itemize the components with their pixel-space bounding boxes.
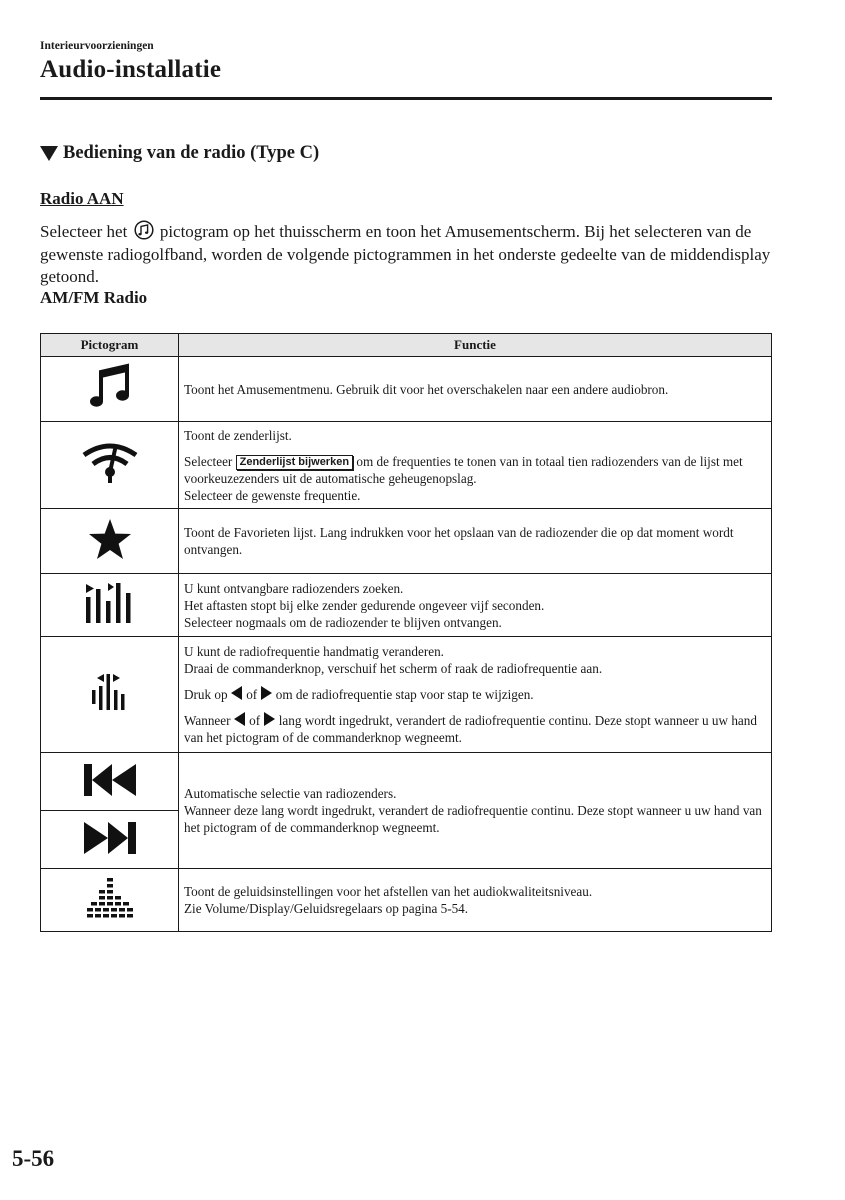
icon-cell <box>41 357 179 422</box>
function-text: Draai de commanderknop, verschuif het scherm of raak de radiofrequentie aan. <box>184 661 603 676</box>
table-row <box>41 574 772 637</box>
seek-back-icon <box>82 762 138 798</box>
band-label: AM/FM Radio <box>40 288 148 307</box>
scan-icon <box>84 581 136 625</box>
tune-up-arrow-icon <box>260 686 272 700</box>
function-cell <box>179 509 772 574</box>
function-text-part: of <box>246 687 258 702</box>
function-text-part: om de radiofrequentie stap voor stap te wijzigen. <box>275 687 534 702</box>
function-cell <box>179 753 772 869</box>
table-row <box>41 637 772 753</box>
function-text: Toont de Favorieten lijst. Lang indrukken voor het opslaan van de radiozender die op dat moment wordt ontvangen. <box>184 525 734 557</box>
function-text: Selecteer de gewenste frequentie. <box>184 487 361 503</box>
function-cell <box>179 869 772 932</box>
function-text-part: Druk op <box>184 687 228 702</box>
function-text-part: lang wordt ingedrukt, verandert de radiofrequentie continu. Deze stopt wanneer u uw hand van het pictogram of de commanderknop wegneemt. <box>184 713 757 745</box>
triangle-bullet-icon <box>40 146 58 161</box>
function-cell <box>179 574 772 637</box>
music-note-icon <box>134 220 154 240</box>
function-text: Zie Volume/Display/Geluidsregelaars op pagina 5-54. <box>184 901 469 916</box>
icon-cell <box>41 811 179 869</box>
function-cell <box>179 637 772 753</box>
header-pictogram: Pictogram <box>41 334 179 357</box>
subheading-radio-on: Radio AAN <box>40 189 124 208</box>
seek-forward-icon <box>82 820 138 856</box>
function-text: Toont het Amusementmenu. Gebruik dit voor het overschakelen naar een andere audiobron. <box>184 381 669 397</box>
table-row <box>41 357 772 422</box>
function-text: Wanneer deze lang wordt ingedrukt, verandert de radiofrequentie continu. Deze stopt wanneer u uw hand van het pictogram of de commanderknop wegneemt. <box>184 803 762 835</box>
station-list-icon <box>80 441 140 485</box>
function-text-part: Wanneer <box>184 713 231 728</box>
section-heading-text: Bediening van de radio (Type C) <box>63 143 320 163</box>
intro-text-rest: pictogram op het thuisscherm en toon het Amusementscherm. Bij het selecteren van de gewenste radiogolfband, worden de volgende pictogrammen in het onderste gedeelte van de middendisplay getoond. <box>40 222 771 286</box>
function-table <box>40 333 772 932</box>
function-cell <box>179 357 772 422</box>
table-row <box>41 509 772 574</box>
function-text-part: om de frequenties te tonen van in totaal tien radiozenders van de lijst met voorkeuzezenders uit de automatische geheugenopslag. <box>184 453 743 486</box>
table-row <box>41 753 772 811</box>
music-note-icon <box>88 363 132 411</box>
page-title: Audio-installatie <box>40 56 222 83</box>
function-text: Automatische selectie van radiozenders. <box>184 786 397 801</box>
intro-paragraph <box>40 220 780 289</box>
function-text: U kunt de radiofrequentie handmatig veranderen. <box>184 644 444 659</box>
header-function: Functie <box>179 334 772 357</box>
update-station-list-button[interactable]: Zenderlijst bijwerken <box>236 455 353 470</box>
tune-down-arrow-icon <box>231 686 243 700</box>
star-icon <box>88 518 132 560</box>
icon-cell <box>41 753 179 811</box>
function-text: Selecteer nogmaals om de radiozender te blijven ontvangen. <box>184 614 502 630</box>
tune-down-arrow-icon <box>234 712 246 726</box>
function-text <box>184 712 765 746</box>
table-row <box>41 869 772 932</box>
manual-tune-icon <box>90 673 130 713</box>
function-text-part: of <box>249 713 261 728</box>
function-text <box>184 686 765 703</box>
title-divider <box>40 97 772 100</box>
intro-text-start: Selecteer het <box>40 222 128 241</box>
function-text: U kunt ontvangbare radiozenders zoeken. <box>184 580 404 596</box>
icon-cell <box>41 637 179 753</box>
table-header-row <box>41 334 772 357</box>
function-text: Toont de geluidsinstellingen voor het afstellen van het audiokwaliteitsniveau. <box>184 884 593 899</box>
icon-cell <box>41 869 179 932</box>
function-text: Het aftasten stopt bij elke zender gedurende ongeveer vijf seconden. <box>184 597 545 613</box>
function-cell <box>179 422 772 509</box>
breadcrumb: Interieurvoorzieningen <box>40 40 154 52</box>
page-number: 5-56 <box>12 1146 55 1171</box>
table-row <box>41 422 772 509</box>
function-text-part: Selecteer <box>184 453 233 469</box>
tune-up-arrow-icon <box>263 712 275 726</box>
section-heading <box>40 143 319 164</box>
icon-cell <box>41 422 179 509</box>
function-text: Toont de zenderlijst. <box>184 427 292 443</box>
icon-cell <box>41 509 179 574</box>
sound-settings-icon <box>85 876 135 920</box>
function-text <box>184 453 765 487</box>
icon-cell <box>41 574 179 637</box>
